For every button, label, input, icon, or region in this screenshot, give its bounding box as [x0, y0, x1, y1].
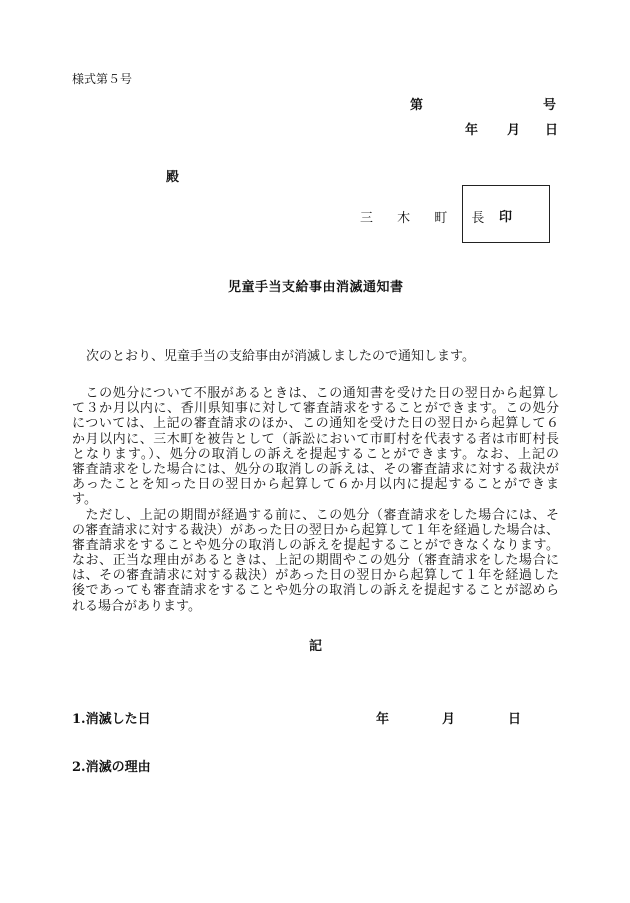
seal-mark: 印 [499, 210, 513, 225]
appeal-notice-line: て３か月以内に、香川県知事に対して審査請求をすることができます。この処分 [72, 401, 559, 417]
appeal-notice-line: 後であっても審査請求をすることや処分の取消しの訴えを提起することが認めら [72, 583, 559, 599]
issue-date-month: 月 [507, 123, 521, 138]
appeal-notice-line: は、その審査請求に対する裁決）があった日の翌日から起算して１年を経過した [72, 568, 559, 584]
appeal-notice-line: あったことを知った日の翌日から起算して６か月以内に提起することができま [72, 477, 559, 493]
form-number: 様式第５号 [72, 72, 133, 86]
appeal-notice-line: か月以内に、三木町を被告として（訴訟において市町村を代表する者は市町村長 [72, 431, 559, 447]
issue-date [465, 119, 558, 138]
issue-date-year: 年 [465, 123, 479, 138]
addressee-suffix: 殿 [166, 170, 180, 185]
item1-date-month: 月 [442, 712, 456, 727]
appeal-notice-line: 審査請求をした場合には、処分の取消しの訴えは、その審査請求に対する裁決が [72, 461, 559, 477]
appeal-notice-line: の審査請求に対する裁決）があった日の翌日から起算して１年を経過した場合は、 [72, 522, 559, 538]
issuer-name: 三 木 町 長 [360, 211, 495, 226]
appeal-notice-line: なお、正当な理由があるときは、上記の期間やこの処分（審査請求をした場合に [72, 553, 559, 569]
appeal-notice-line: 審査請求をすることや処分の取消しの訴えを提起することができなくなります。 [72, 537, 559, 553]
appeal-notice-line: この処分について不服があるときは、この通知書を受けた日の翌日から起算し [72, 386, 559, 401]
item1-date [376, 708, 521, 727]
appeal-notice-line: については、上記の審査請求のほか、この通知を受けた日の翌日から起算して６ [72, 416, 559, 432]
appeal-notice-line: ただし、上記の期間が経過する前に、この処分（審査請求をした場合には、そ [72, 507, 559, 523]
intro-text: 次のとおり、児童手当の支給事由が消滅しましたので通知します。 [86, 349, 475, 364]
document-number-suffix: 号 [543, 98, 557, 113]
item1-date-day: 日 [508, 712, 522, 727]
document-title: 児童手当支給事由消滅通知書 [228, 280, 404, 295]
appeal-notice-line: す。 [72, 492, 97, 508]
item1-date-year: 年 [376, 712, 390, 727]
document-number-label: 第 [410, 98, 424, 113]
appeal-notice [72, 386, 559, 614]
item1-label: 1.消滅した日 [72, 712, 151, 727]
issue-date-day: 日 [545, 123, 559, 138]
item2-label: 2.消滅の理由 [72, 760, 151, 775]
appeal-notice-line: れる場合があります。 [72, 598, 201, 614]
appeal-notice-line: となります。）、処分の取消しの訴えを提起することができます。なお、上記の [72, 446, 559, 462]
ki-heading: 記 [309, 639, 323, 654]
